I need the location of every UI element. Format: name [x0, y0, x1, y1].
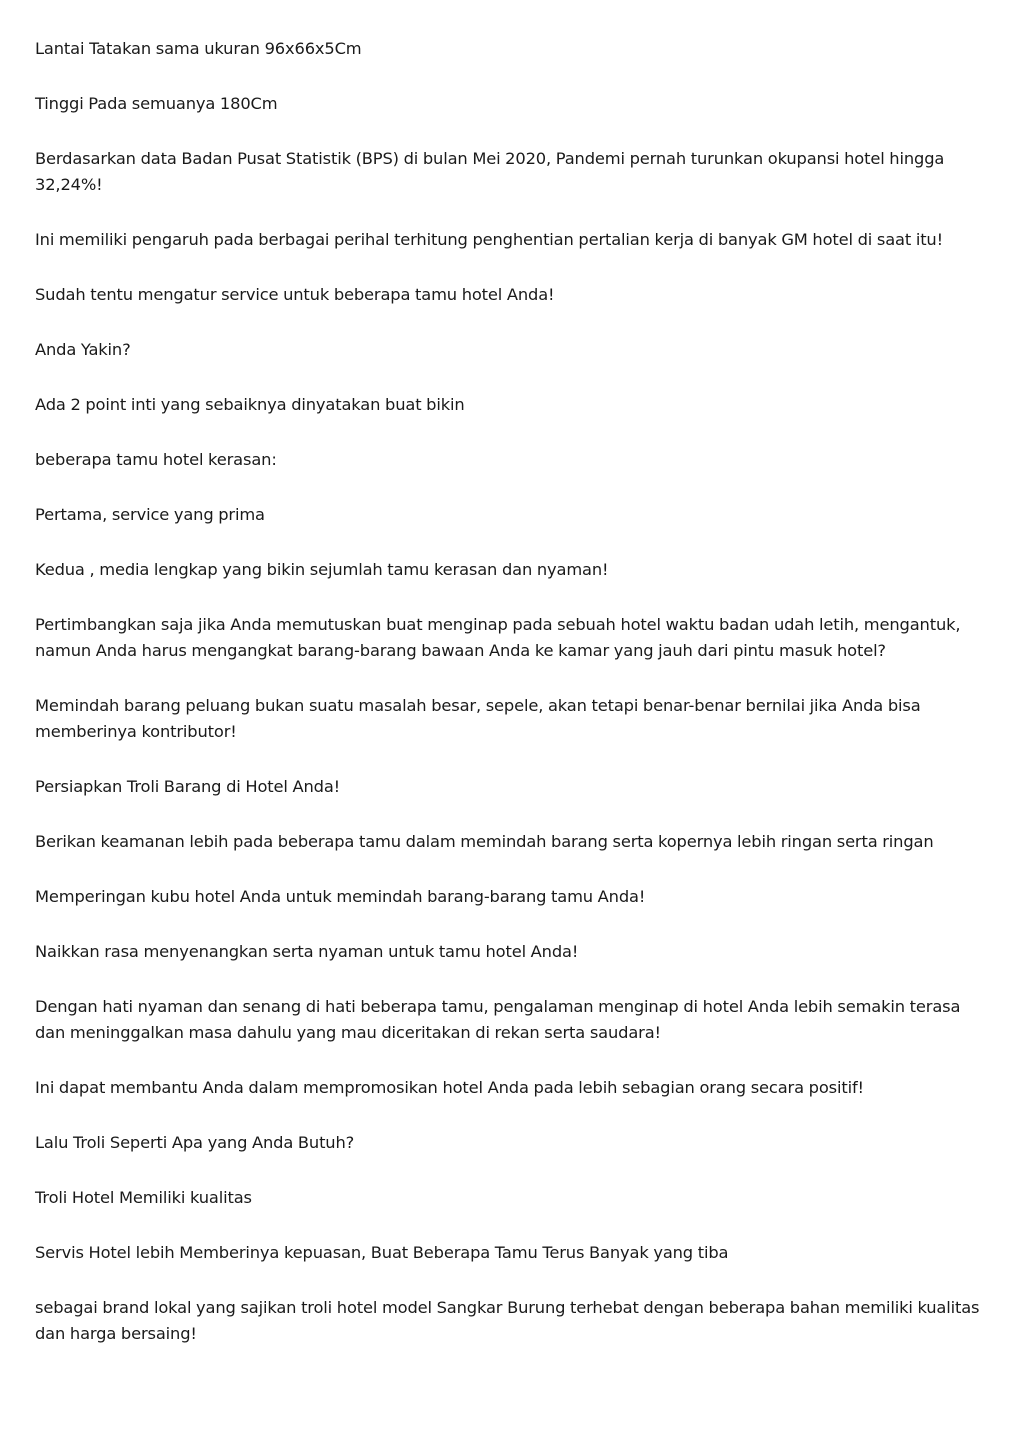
- paragraph-prepare-trolley: Persiapkan Troli Barang di Hotel Anda!: [35, 777, 341, 796]
- paragraph-lighten: Memperingan kubu hotel Anda untuk memindah barang-barang tamu Anda!: [35, 887, 646, 906]
- paragraph-first: Pertama, service yang prima: [35, 505, 265, 524]
- paragraph-second: Kedua , media lengkap yang bikin sejumlah tamu kerasan dan nyaman!: [35, 560, 609, 579]
- paragraph-bps-data: Berdasarkan data Badan Pusat Statistik (BPS) di bulan Mei 2020, Pandemi pernah turunkan okupansi hotel hingga 32,24%!: [35, 149, 945, 194]
- paragraph-two-points: Ada 2 point inti yang sebaiknya dinyatakan buat bikin: [35, 395, 465, 414]
- paragraph-local-brand: sebagai brand lokal yang sajikan troli hotel model Sangkar Burung terhebat dengan beberapa bahan memiliki kualitas dan harga bersaing!: [35, 1298, 980, 1343]
- paragraph-question: Anda Yakin?: [35, 340, 131, 359]
- paragraph-moving-goods: Memindah barang peluang bukan suatu masalah besar, sepele, akan tetapi benar-benar bernilai jika Anda bisa memberinya kontributor!: [35, 696, 921, 741]
- paragraph-comfort: Naikkan rasa menyenangkan serta nyaman untuk tamu hotel Anda!: [35, 942, 579, 961]
- paragraph-promote: Ini dapat membantu Anda dalam mempromosikan hotel Anda pada lebih sebagian orang secara positif!: [35, 1078, 864, 1097]
- paragraph-quality: Troli Hotel Memiliki kualitas: [35, 1188, 252, 1207]
- paragraph-guests: beberapa tamu hotel kerasan:: [35, 450, 277, 469]
- paragraph-service: Sudah tentu mengatur service untuk beberapa tamu hotel Anda!: [35, 285, 555, 304]
- paragraph-which-trolley: Lalu Troli Seperti Apa yang Anda Butuh?: [35, 1133, 355, 1152]
- paragraph-safety: Berikan keamanan lebih pada beberapa tamu dalam memindah barang serta kopernya lebih ringan serta ringan: [35, 832, 934, 851]
- paragraph-impact: Ini memiliki pengaruh pada berbagai perihal terhitung penghentian pertalian kerja di banyak GM hotel di saat itu!: [35, 230, 943, 249]
- paragraph-satisfaction: Servis Hotel lebih Memberinya kepuasan, Buat Beberapa Tamu Terus Banyak yang tiba: [35, 1243, 729, 1262]
- paragraph-consider: Pertimbangkan saja jika Anda memutuskan buat menginap pada sebuah hotel waktu badan udah letih, mengantuk, namun Anda harus mengangkat barang-barang bawaan Anda ke kamar yang jauh dari pintu masuk hotel?: [35, 615, 961, 660]
- paragraph-floor-size: Lantai Tatakan sama ukuran 96x66x5Cm: [35, 39, 362, 58]
- paragraph-height: Tinggi Pada semuanya 180Cm: [35, 94, 278, 113]
- paragraph-experience: Dengan hati nyaman dan senang di hati beberapa tamu, pengalaman menginap di hotel Anda lebih semakin terasa dan meninggalkan masa dahulu yang mau diceritakan di rekan serta saudara!: [35, 997, 961, 1042]
